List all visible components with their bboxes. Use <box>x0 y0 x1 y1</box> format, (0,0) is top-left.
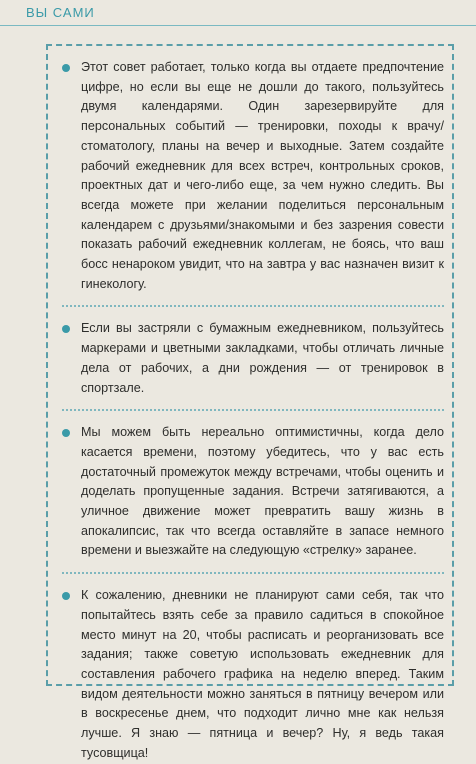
tip-item <box>62 319 444 398</box>
bullet-dot-icon <box>62 64 70 72</box>
tip-item <box>62 586 444 763</box>
tip-text: Мы можем быть нереально оптимистичны, когда дело касается времени, поэтому убедитесь, что у вас есть достаточный промежуток между встречами, чтобы оценить и доделать пропущенные задания. Встречи затягиваются, а уличное движение может превратить вашу жизнь в апокалипсис, так что всегда оставляйте в запасе немного времени и выезжайте на следующую «стрелку» заранее. <box>81 425 444 558</box>
page-section-title: ВЫ САМИ <box>26 5 95 20</box>
bullet-dot-icon <box>62 325 70 333</box>
tips-list <box>62 58 444 764</box>
tip-text: К сожалению, дневники не планируют сами себя, так что попытайтесь взять себе за правило садиться в спокойное место минут на 20, чтобы расписать и реорганизовать все задания; также советую использовать ежедневник для составления рабочего графика на неделю вперед. Таким видом деятельности можно заняться в пятницу вечером или в воскресенье днем, что подходит лично мне как нельзя лучше. Я знаю — пятница и вечер? Ну, я ведь такая тусовщица! <box>81 588 444 760</box>
tip-divider <box>62 572 444 574</box>
tip-text: Этот совет работает, только когда вы отдаете предпочтение цифре, но если вы еще не дошли до такого, пользуйтесь двумя календарями. Один зарезервируйте для персональных событий — тренировки, походы к врачу/стоматологу, планы на вечер и выходные. Затем создайте рабочий ежедневник для всех встреч, контрольных сроков, проектных дат и чего-либо еще, за чем нужно следить. Вы всегда можете при желании поделиться персональным календарем с друзьями/знакомыми и без зазрения совести показать рабочий ежедневник коллегам, не боясь, что ваш босс ненароком увидит, что на завтра у вас назначен визит к гинекологу. <box>81 60 444 291</box>
tip-item <box>62 58 444 294</box>
tip-text: Если вы застряли с бумажным ежедневником, пользуйтесь маркерами и цветными закладками, чтобы отличать личные дела от рабочих, а дни рождения — от тренировок в спортзале. <box>81 321 444 395</box>
bullet-dot-icon <box>62 429 70 437</box>
header-rule <box>0 25 476 26</box>
tip-item <box>62 423 444 561</box>
tip-divider <box>62 305 444 307</box>
bullet-dot-icon <box>62 592 70 600</box>
tip-divider <box>62 409 444 411</box>
